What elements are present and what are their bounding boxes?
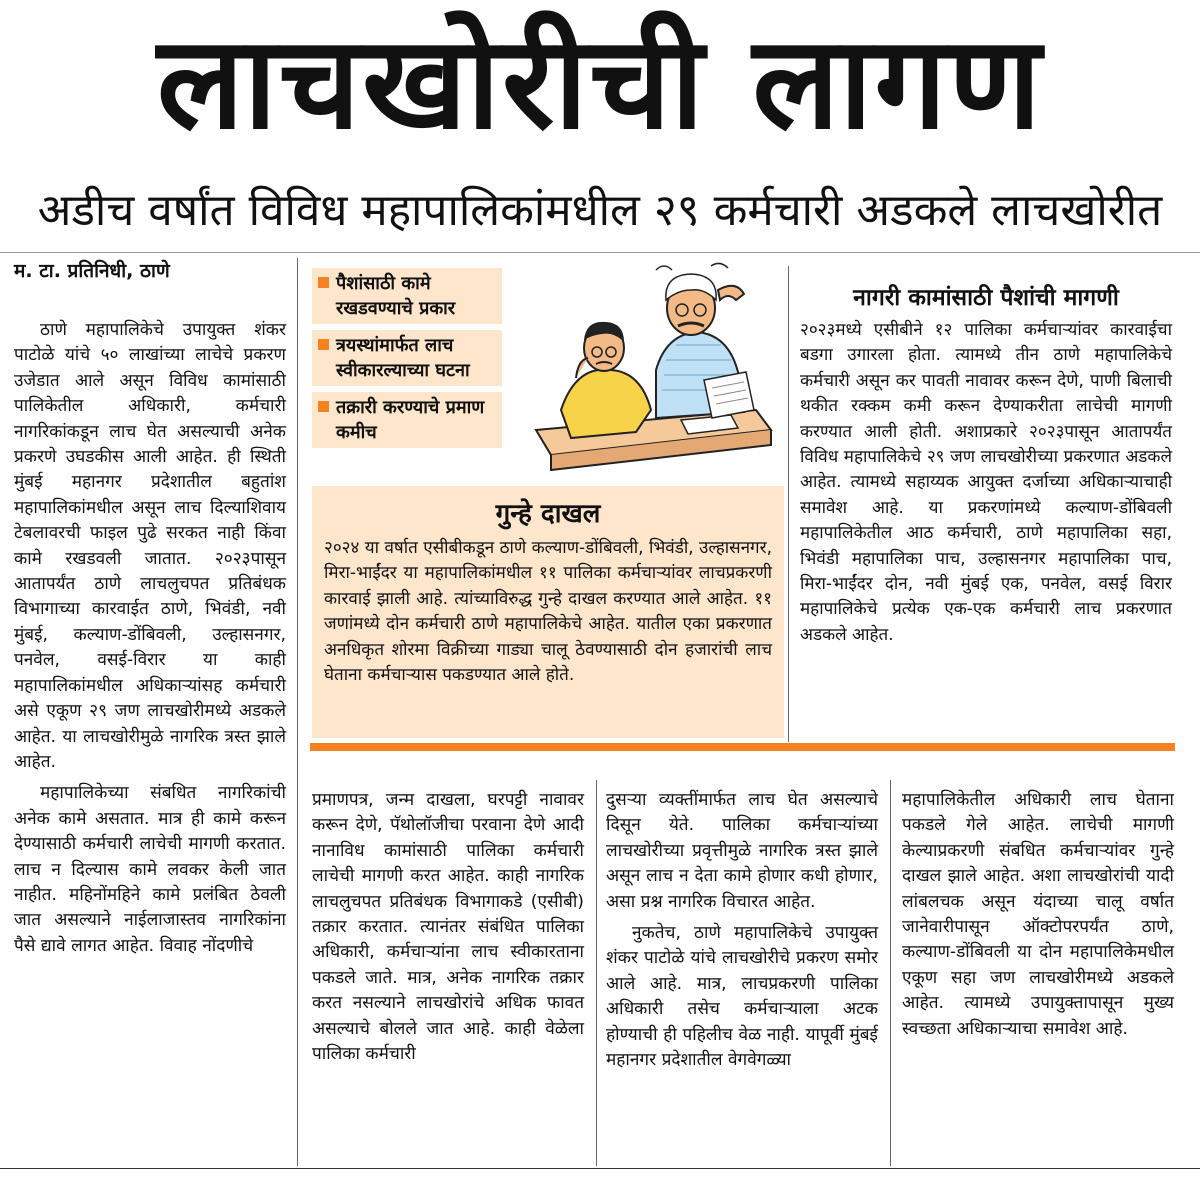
- box-body: २०२४ या वर्षात एसीबीकडून ठाणे कल्याण-डोंबिवली, भिवंडी, उल्हासनगर, मिरा-भाईंदर या महापालिकांमधील ११ पालिका कर्मचाऱ्यांवर लाचप्रकरणी कारवाई झाली आहे. त्यांच्याविरुद्ध गुन्हे दाखल करण्यात आले आहेत. ११ जणांमध्ये दोन कर्मचारी ठाणे महापालिकेचे आहेत. यातील एका प्रकरणात अनधिकृत शोरमा विक्रीच्या गाड्या चालू ठेवण्यासाठी दोन हजारांची लाच घेताना कर्मचाऱ्यास पकडण्यात आले होते.: [324, 538, 772, 686]
- column-4: [902, 788, 1174, 1048]
- highlight-text: तक्रारी करण्याचे प्रमाण कमीच: [336, 397, 485, 443]
- column-3: [606, 788, 878, 1079]
- bullet-square-icon: [318, 339, 329, 350]
- column-divider: [297, 258, 298, 1166]
- bullet-square-icon: [318, 401, 329, 412]
- paragraph: ठाणे महापालिकेचे उपायुक्त शंकर पाटोळे यांचे ५० लाखांच्या लाचेचे प्रकरण उजेडात आले असून विविध कामांसाठी पालिकेतील अधिकारी, कर्मचारी नागरिकांकडून लाच घेत असल्याची अनेक प्रकरणे उघडकीस आली आहेत. ही स्थिती मुंबई महानगर प्रदेशातील बहुतांश महापालिकांमधील असून लाच दिल्याशिवाय टेबलावरची फाइल पुढे सरकत नाही किंवा कामे रखडवली जातात. २०२३पासून आतापर्यंत ठाणे लाचलुचपत प्रतिबंधक विभागाच्या कारवाईत ठाणे, भिवंडी, नवी मुंबई, कल्याण-डोंबिवली, उल्हासनगर, पनवेल, वसई-विरार या काही महापालिकांमधील अधिकाऱ्यांसह कर्मचारी असे एकूण २९ जण लाचखोरीमध्ये अडकले आहेत. या लाचखोरीमुळे नागरिक त्रस्त झाले आहेत.: [14, 320, 286, 772]
- cartoon-illustration: [506, 260, 786, 484]
- highlight-text: त्रयस्थांमार्फत लाच स्वीकारल्याच्या घटना: [336, 335, 470, 381]
- side-divider: [788, 266, 789, 742]
- bullet-square-icon: [318, 277, 329, 288]
- side-body: २०२३मध्ये एसीबीने १२ पालिका कर्मचाऱ्यांवर कारवाईचा बडगा उगारला होता. त्यामध्ये तीन ठाणे महापालिकेचे कर्मचारी असून कर पावती नावावर करून देणे, पाणी बिलाची थकीत रक्कम कमी करून देण्याकरीता लाचेची मागणी करण्यात आली होती. अशाप्रकारे २०२३पासून आतापर्यंत विविध महापालिकेचे २९ जण लाचखोरीच्या प्रकरणात अडकले आहेत. त्यामध्ये सहाय्यक आयुक्त दर्जाच्या अधिकाऱ्याचाही समावेश आहे. या प्रकरणांमध्ये कल्याण-डोंबिवली महापालिकेतील आठ कर्मचारी, ठाणे महापालिका सहा, भिवंडी महापालिका पाच, उल्हासनगर महापालिका पाच, मिरा-भाईंदर दोन, नवी मुंबई एक, पनवेल, वसई विरार महापालिकेचे प्रत्येक एक-एक कर्मचारी लाच प्रकरणात अडकले आहेत.: [800, 320, 1172, 645]
- side-title: नागरी कामांसाठी पैशांची मागणी: [853, 285, 1119, 311]
- box-title: गुन्हे दाखल: [495, 499, 601, 529]
- paragraph: प्रमाणपत्र, जन्म दाखला, घरपट्टी नावावर करून देणे, पॅथोलॉजीचा परवाना देणे आदी नानाविध कामांसाठी पालिका कर्मचारी लाचेची मागणी करत आहेत. काही नागरिक लाचलुचपत प्रतिबंधक विभागाकडे (एसीबी) तक्रार करतात. त्यानंतर संबंधित पालिका अधिकारी, कर्मचाऱ्यांना लाच स्वीकारताना पकडले जाते. मात्र, अनेक नागरिक तक्रार करत नसल्याने लाचखोरांचे अधिक फावत असल्याचे बोलले जात आहे. काही वेळेला पालिका कर्मचारी: [312, 790, 584, 1065]
- highlight-item: [312, 268, 502, 324]
- subheadline: अडीच वर्षांत विविध महापालिकांमधील २९ कर्मचारी अडकले लाचखोरीत: [37, 185, 1163, 236]
- highlight-item: [312, 330, 502, 386]
- paragraph: नुकतेच, ठाणे महापालिकेचे उपायुक्त शंकर पाटोळे यांचे लाचखोरीचे प्रकरण समोर आले आहे. मात्र, लाचप्रकरणी पालिका अधिकारी तसेच कर्मचाऱ्याला अटक होण्याची ही पहिलीच वेळ नाही. यापूर्वी मुंबई महानगर प्रदेशातील वेगवेगळ्या: [606, 923, 878, 1071]
- orange-divider: [310, 743, 1175, 751]
- column-divider: [890, 780, 891, 1166]
- highlights-list: [312, 268, 502, 454]
- paragraph: महापालिकेतील अधिकारी लाच घेताना पकडले गेले आहेत. लाचेची मागणी केल्याप्रकरणी संबधित कर्मचाऱ्यांवर गुन्हे दाखल झाले आहेत. अशा लाचखोरांची यादी लांबलचक असून यंदाच्या चालू वर्षात जानेवारीपासून ऑक्टोपरपर्यंत ठाणे, कल्याण-डोंबिवली या दोन महापालिकेमधील एकूण सहा जण लाचखोरीमध्ये अडकले आहेत. त्यामध्ये उपायुक्तापासून मुख्य स्वच्छता अधिकाऱ्याचा समावेश आहे.: [902, 790, 1174, 1039]
- byline: म. टा. प्रतिनिधी, ठाणे: [14, 260, 170, 282]
- paragraph: महापालिकेच्या संबधित नागरिकांची अनेक कामे असतात. मात्र ही कामे करून देण्यासाठी कर्मचारी लाचेची मागणी करतात. लाच न दिल्यास कामे लवकर केली जात नाहीत. महिनोंमहिने कामे प्रलंबित ठेवली जात असल्याने नाईलाजास्तव नागरिकांना पैसे द्यावे लागत आहेत. विवाह नोंदणीचे: [14, 783, 286, 956]
- paragraph: दुसऱ्या व्यक्तींमार्फत लाच घेत असल्याचे दिसून येते. पालिका कर्मचाऱ्यांच्या लाचखोरीच्या प्रवृत्तीमुळे नागरिक त्रस्त झाले असून लाच न देता कामे होणार कधी होणार, असा प्रश्न नागरिक विचारत आहेत.: [606, 790, 878, 912]
- column-divider: [596, 780, 597, 1166]
- column-1: [14, 318, 286, 965]
- highlight-item: [312, 392, 502, 448]
- column-2: [312, 788, 584, 1073]
- headline: लाचखोरीची लागण: [156, 9, 1044, 158]
- highlight-text: पैशांसाठी कामे रखडवण्याचे प्रकार: [336, 273, 456, 319]
- bottom-divider: [0, 1168, 1200, 1169]
- top-divider: [0, 252, 1200, 253]
